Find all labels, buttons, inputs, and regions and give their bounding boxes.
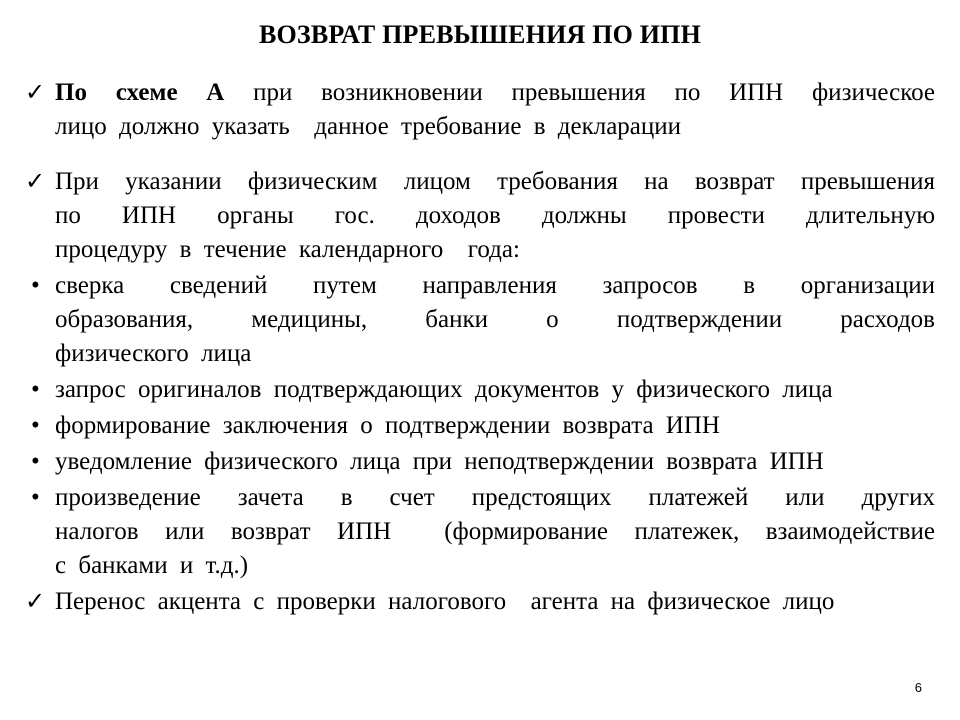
item-lines — [55, 409, 935, 443]
list-item — [25, 76, 935, 144]
text-line: произведение зачета в счет предстоящих платежей или других — [55, 484, 935, 511]
text-line: При указании физическим лицом требования на возврат превышения — [55, 168, 935, 195]
item-lines — [55, 269, 935, 371]
text-line: По схеме А при возникновении превышения по ИПН физическое — [55, 79, 935, 106]
text-line: Перенос акцента с проверки налогового агента на физическое лицо — [55, 588, 835, 615]
text-line: налогов или возврат ИПН (формирование платежек, взаимодействие — [55, 518, 935, 545]
text-line: образования, медицины, банки о подтверждении расходов — [55, 306, 935, 333]
list-item — [25, 165, 935, 267]
item-lines — [55, 585, 935, 619]
bullet-dot-icon: • — [31, 272, 40, 299]
list-item — [28, 269, 935, 371]
text-line: запрос оригиналов подтверждающих документов у физического лица — [55, 376, 833, 403]
bullet-list — [25, 76, 935, 619]
bullet-dot-icon: • — [31, 412, 40, 439]
item-lines — [55, 76, 935, 144]
item-lines — [55, 481, 935, 583]
text-line: формирование заключения о подтверждении возврата ИПН — [55, 412, 720, 439]
page-number: 6 — [914, 680, 922, 695]
text-line: уведомление физического лица при неподтверждении возврата ИПН — [55, 448, 824, 475]
list-item — [28, 445, 935, 479]
bullet-dot-icon: • — [31, 376, 40, 403]
check-icon: ✓ — [25, 169, 46, 195]
bold-lead-text: По схеме А — [55, 79, 225, 106]
check-icon: ✓ — [25, 589, 46, 615]
text-line: лицо должно указать данное требование в декларации — [55, 113, 682, 140]
item-lines — [55, 373, 935, 407]
bullet-dot-icon: • — [31, 448, 40, 475]
text-line: по ИПН органы гос. доходов должны провести длительную — [55, 202, 935, 229]
item-lines — [55, 445, 935, 479]
text-line: сверка сведений путем направления запросов в организации — [55, 272, 935, 299]
list-item — [25, 585, 935, 619]
text-line: процедуру в течение календарного года: — [55, 236, 520, 263]
text-line: физического лица — [55, 340, 252, 367]
list-item — [28, 409, 935, 443]
bullet-dot-icon: • — [31, 484, 40, 511]
check-icon: ✓ — [25, 80, 46, 106]
slide-title: ВОЗВРАТ ПРЕВЫШЕНИЯ ПО ИПН — [258, 20, 702, 49]
list-item — [28, 373, 935, 407]
text-line: с банками и т.д.) — [55, 552, 249, 579]
item-lines — [55, 165, 935, 267]
list-item — [28, 481, 935, 583]
